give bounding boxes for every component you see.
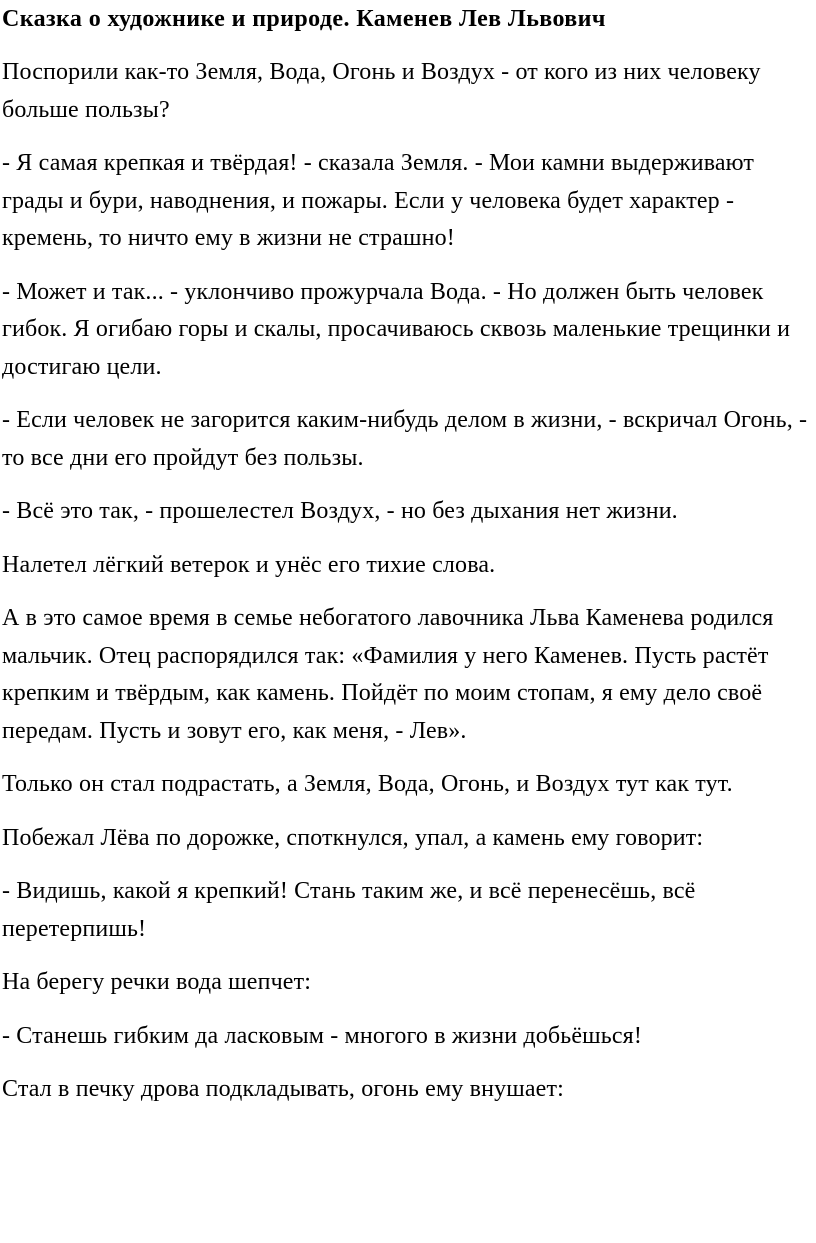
paragraph-river: На берегу речки вода шепчет: bbox=[2, 969, 312, 995]
paragraph-growing-up: Только он стал подрастать, а Земля, Вода, Огонь, и Воздух тут как тут. bbox=[2, 771, 733, 797]
paragraph-fire: - Если человек не загорится каким-нибудь делом в жизни, - вскричал Огонь, - то все дни его пройдут без пользы. bbox=[2, 407, 808, 471]
document-page bbox=[2, 0, 814, 1109]
paragraph-water: - Может и так... - уклончиво прожурчала Вода. - Но должен быть человек гибок. Я огибаю горы и скалы, просачиваюсь сквозь маленькие трещинки и достигаю цели. bbox=[2, 278, 791, 380]
paragraph-birth: А в это самое время в семье небогатого лавочника Льва Каменева родился мальчик. Отец распорядился так: «Фамилия у него Каменев. Пусть растёт крепким и твёрдым, как камень. Пойдёт по моим стопам, я ему дело своё передам. Пусть и зовут его, как меня, - Лев». bbox=[2, 605, 774, 744]
paragraph-breeze: Налетел лёгкий ветерок и унёс его тихие слова. bbox=[2, 551, 496, 578]
paragraph-stove: Стал в печку дрова подкладывать, огонь ему внушает: bbox=[2, 1076, 564, 1102]
paragraph-water-speech: - Станешь гибким да ласковым - многого в жизни добьёшься! bbox=[2, 1022, 642, 1049]
document-title: Сказка о художнике и природе. Каменев Лев Львович bbox=[2, 6, 606, 32]
paragraph-dispute: Поспорили как-то Земля, Вода, Огонь и Воздух - от кого из них человеку больше пользы? bbox=[2, 59, 761, 123]
paragraph-stone-speech: - Видишь, какой я крепкий! Стань таким же, и всё перенесёшь, всё перетерпишь! bbox=[2, 878, 696, 942]
paragraph-earth: - Я самая крепкая и твёрдая! - сказала Земля. - Мои камни выдерживают грады и бури, наводнения, и пожары. Если у человека будет характер - кремень, то ничто ему в жизни не страшно! bbox=[2, 150, 755, 251]
paragraph-stone: Побежал Лёва по дорожке, споткнулся, упал, а камень ему говорит: bbox=[2, 824, 704, 851]
paragraph-air: - Всё это так, - прошелестел Воздух, - но без дыхания нет жизни. bbox=[2, 498, 678, 524]
